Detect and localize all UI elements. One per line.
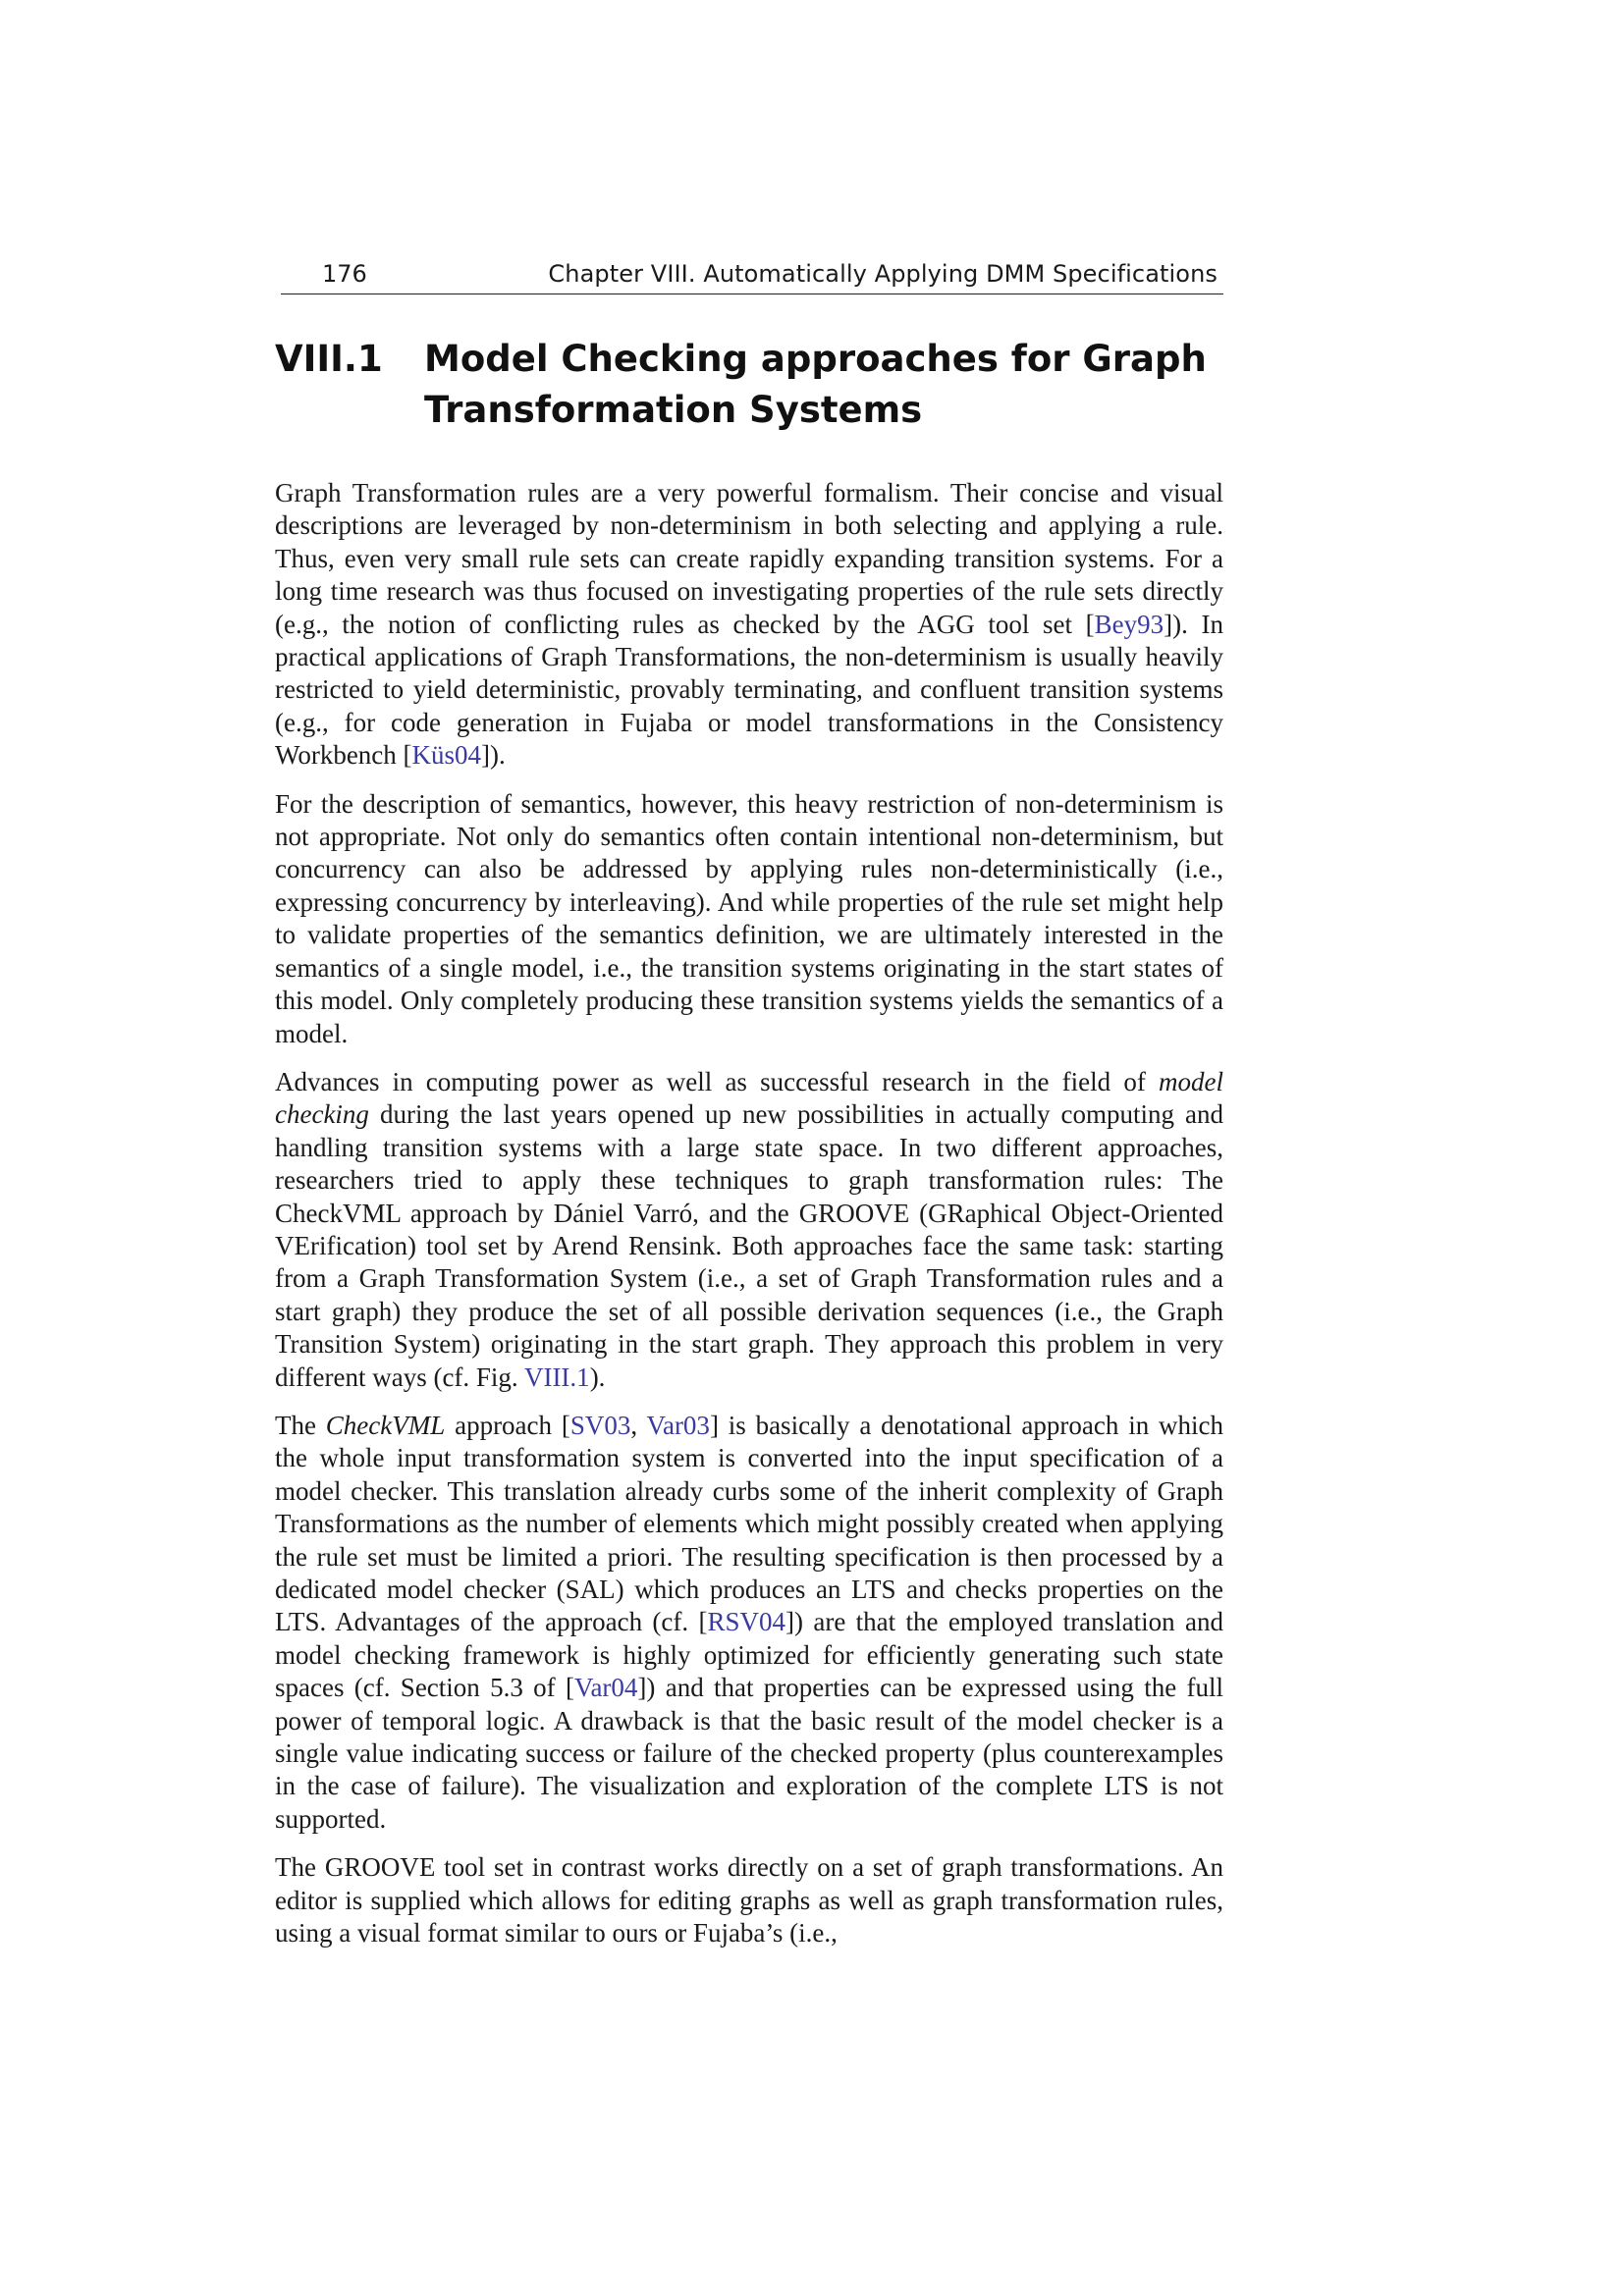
page-number: 176	[322, 260, 367, 288]
body-text	[275, 477, 1223, 1965]
paragraph-1	[275, 477, 1223, 773]
paragraph-text: Graph Transformation rules are a very powerful formalism. Their concise and visual descriptions are leveraged by non-determinism in both selecting and applying a rule. Thus, even very small rule sets can create rapidly expanding transition systems. For a long time research was thus focused on investigating properties of the rule sets directly (e.g., the notion of conflicting rules as checked by the AGG tool set [	[275, 478, 1223, 639]
page-header	[281, 254, 1223, 294]
citation-link[interactable]: RSV04	[707, 1607, 786, 1637]
paragraph-3	[275, 1066, 1223, 1394]
citation-link[interactable]: Bey93	[1094, 609, 1164, 639]
figure-reference-link[interactable]: VIII.1	[523, 1362, 590, 1392]
paragraph-text: ]) are that the employed translation and model checking framework is highly optimized for efficiently generating such state spaces (cf. Section 5.3 of [	[275, 1607, 1223, 1703]
citation-link[interactable]: SV03	[569, 1410, 631, 1440]
citation-link[interactable]: Var03	[646, 1410, 710, 1440]
running-head: Chapter VIII. Automatically Applying DMM Specifications	[548, 260, 1218, 288]
paragraph-text: Advances in computing power as well as successful research in the field of	[275, 1066, 1160, 1096]
section-number: VIII.1	[275, 338, 383, 380]
citation-link[interactable]: Var04	[573, 1673, 638, 1703]
paragraph-text: ).	[589, 1362, 606, 1392]
paragraph-text: approach [	[445, 1410, 570, 1440]
paragraph-4	[275, 1410, 1223, 1836]
paragraph-text: ] is basically a denotational approach in which the whole input transformation system is converted into the input specification of a model checker. This translation already curbs some of the inherit complexity of Graph Transformations as the number of elements which might possibly created when applying the rule set must be limited a priori. The resulting specification is then processed by a dedicated model checker (SAL) which produces an LTS and checks properties on the LTS. Advantages of the approach (cf. [	[275, 1410, 1223, 1637]
paragraph-5: The GROOVE tool set in contrast works directly on a set of graph transformations. An editor is supplied which allows for editing graphs as well as graph transformation rules, using a visual format similar to ours or Fujaba’s (i.e.,	[275, 1852, 1223, 1949]
paragraph-text: ]).	[481, 740, 506, 771]
paragraph-text: during the last years opened up new possibilities in actually computing and handling transition systems with a large state space. In two different approaches, researchers tried to apply these techniques to graph transformation rules: The CheckVML approach by Dániel Varró, and the GROOVE (GRaphical Object-Oriented VErification) tool set by Arend Rensink. Both approaches face the same task: starting from a Graph Transformation System (i.e., a set of Graph Transformation rules and a start graph) they produce the set of all possible derivation sequences (i.e., the Graph Transition System) originating in the start graph. They approach this problem in very different ways (cf. Fig.	[275, 1099, 1223, 1392]
emphasis-term: model checking	[275, 1066, 1223, 1130]
emphasis-term: CheckVML	[325, 1410, 446, 1440]
section-title: Model Checking approaches for Graph Transformation Systems	[424, 338, 1207, 431]
paragraph-2: For the description of semantics, however, this heavy restriction of non-determinism is not appropriate. Not only do semantics often contain intentional non-determinism, but concurrency can also be addressed by applying rules non-deterministically (i.e., expressing concurrency by interleaving). And while properties of the rule set might help to validate properties of the semantics definition, we are ultimately interested in the semantics of a single model, i.e., the transition systems originating in the start states of this model. Only completely producing these transition systems yields the semantics of a model.	[275, 788, 1223, 1048]
paragraph-text: ]). In practical applications of Graph Transformations, the non-determinism is usually heavily restricted to yield deterministic, provably terminating, and confluent transition systems (e.g., for code generation in Fujaba or model transformations in the Consistency Workbench [	[275, 609, 1223, 771]
paragraph-text: ]) and that properties can be expressed using the full power of temporal logic. A drawback is that the basic result of the model checker is a single value indicating success or failure of the checked property (plus counterexamples in the case of failure). The visualization and exploration of the complete LTS is not supported.	[275, 1673, 1223, 1834]
citation-link[interactable]: Küs04	[411, 740, 482, 771]
paragraph-text: The	[275, 1410, 326, 1440]
citation-separator: ,	[630, 1410, 647, 1440]
